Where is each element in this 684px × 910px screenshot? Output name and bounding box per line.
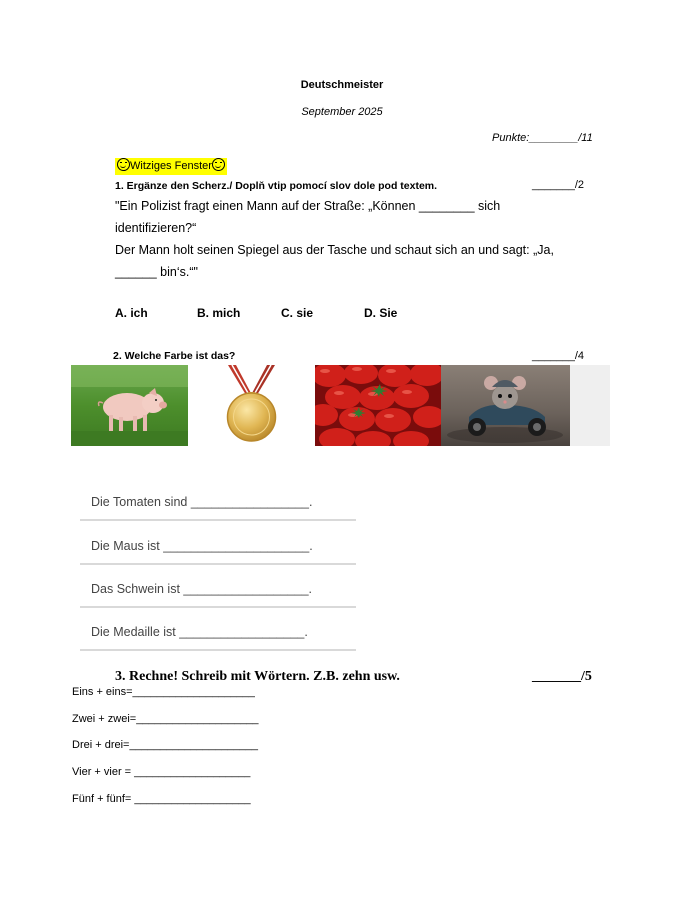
question-3-score: _______/5 — [532, 669, 592, 684]
math-line: Drei + drei=_____________________ — [72, 739, 258, 751]
total-points: Punkte:________/11 — [492, 132, 593, 144]
fill-sentence: Das Schwein ist __________________. — [91, 582, 313, 596]
option-d: D. Sie — [364, 306, 398, 320]
divider — [80, 649, 356, 651]
divider — [80, 519, 356, 521]
question-3: 3. Rechne! Schreib mit Wörtern. Z.B. zehn usw. — [115, 669, 400, 684]
tomatoes-image — [315, 365, 441, 446]
witziges-fenster-banner — [115, 158, 227, 175]
option-a: A. ich — [115, 306, 148, 320]
math-line: Vier + vier = ___________________ — [72, 766, 251, 778]
divider — [80, 563, 356, 565]
question-1-score: _______/2 — [532, 179, 584, 191]
math-line: Zwei + zwei=____________________ — [72, 713, 259, 725]
fill-sentence: Die Medaille ist __________________. — [91, 625, 308, 639]
smiley-icon — [212, 158, 225, 171]
joke-line: identifizieren?“ — [115, 221, 197, 235]
math-line: Eins + eins=____________________ — [72, 686, 255, 698]
question-2-score: _______/4 — [532, 350, 584, 362]
smiley-icon — [117, 158, 130, 171]
mouse-car-image — [441, 365, 570, 446]
joke-line: Der Mann holt seinen Spiegel aus der Tasche und schaut sich an und sagt: „Ja, — [115, 243, 554, 257]
image-row — [71, 365, 610, 446]
document-title: Deutschmeister — [300, 79, 384, 91]
math-line: Fünf + fünf= ___________________ — [72, 793, 251, 805]
fill-sentence: Die Maus ist _____________________. — [91, 539, 313, 553]
joke-line: "Ein Polizist fragt einen Mann auf der Straße: „Können ________ sich — [115, 199, 501, 213]
document-date: September 2025 — [301, 106, 383, 118]
option-c: C. sie — [281, 306, 314, 320]
question-2: 2. Welche Farbe ist das? — [113, 350, 236, 362]
medal-image — [188, 365, 315, 446]
question-1: 1. Ergänze den Scherz./ Doplň vtip pomocí slov dole pod textem. — [115, 180, 438, 192]
pig-image — [71, 365, 188, 446]
divider — [80, 606, 356, 608]
fill-sentence: Die Tomaten sind _________________. — [91, 495, 313, 509]
banner-label: Witziges Fenster — [130, 160, 212, 172]
joke-line: ______ bin‘s.“" — [115, 265, 198, 279]
option-b: B. mich — [197, 306, 241, 320]
